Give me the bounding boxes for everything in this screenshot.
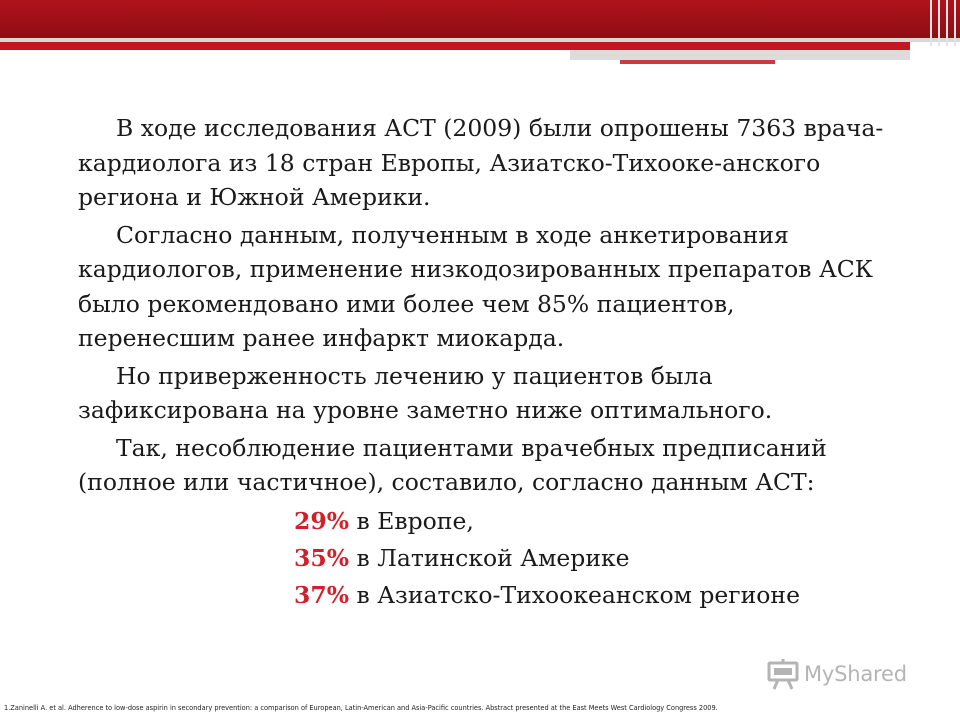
paragraph-adherence: Но приверженность лечению у пациентов была зафиксирована на уровне заметно ниже оптимального. (78, 361, 773, 424)
watermark-text: MyShared (804, 662, 907, 686)
presentation-board-icon (766, 657, 800, 691)
footnote: 1.Zaninelli A. et al. Adherence to low-dose aspirin in secondary prevention: a comparison of European, Latin-American and Asia-Pacific countries. Abstract presented at the East Meets West Cardiology Congress 2009. (4, 704, 718, 712)
header-band (0, 0, 960, 38)
header-stripe-red (0, 42, 910, 50)
stat-label: в Европе, (349, 506, 474, 535)
stat-percent: 35% (294, 543, 350, 572)
stat-label: в Азиатско-Тихоокеанском регионе (349, 580, 800, 609)
stat-latin-america (78, 540, 898, 577)
header-accent-red (620, 60, 775, 64)
stat-europe (78, 503, 898, 540)
header-accent-gray (570, 50, 910, 60)
stat-percent: 29% (294, 506, 350, 535)
stat-percent: 37% (294, 580, 350, 609)
corner-decoration (924, 0, 960, 46)
myshared-watermark[interactable] (766, 656, 936, 692)
stat-asia-pacific (78, 577, 898, 614)
paragraph-noncompliance: Так, несоблюдение пациентами врачебных предписаний (полное или частичное), составило, согласно данным АСТ: (78, 433, 827, 496)
paragraph-recommendation: Согласно данным, полученным в ходе анкетирования кардиологов, применение низкодозированных препаратов АСК было рекомендовано ими более чем 85% пациентов, перенесшим ранее инфаркт миокарда. (78, 220, 873, 352)
stat-label: в Латинской Америке (349, 543, 630, 572)
paragraph-study: В ходе исследования АСТ (2009) были опрошены 7363 врача-кардиолога из 18 стран Европы, Азиатско-Тихооке-анского региона и Южной Америки. (78, 114, 884, 211)
slide-body (78, 111, 898, 614)
